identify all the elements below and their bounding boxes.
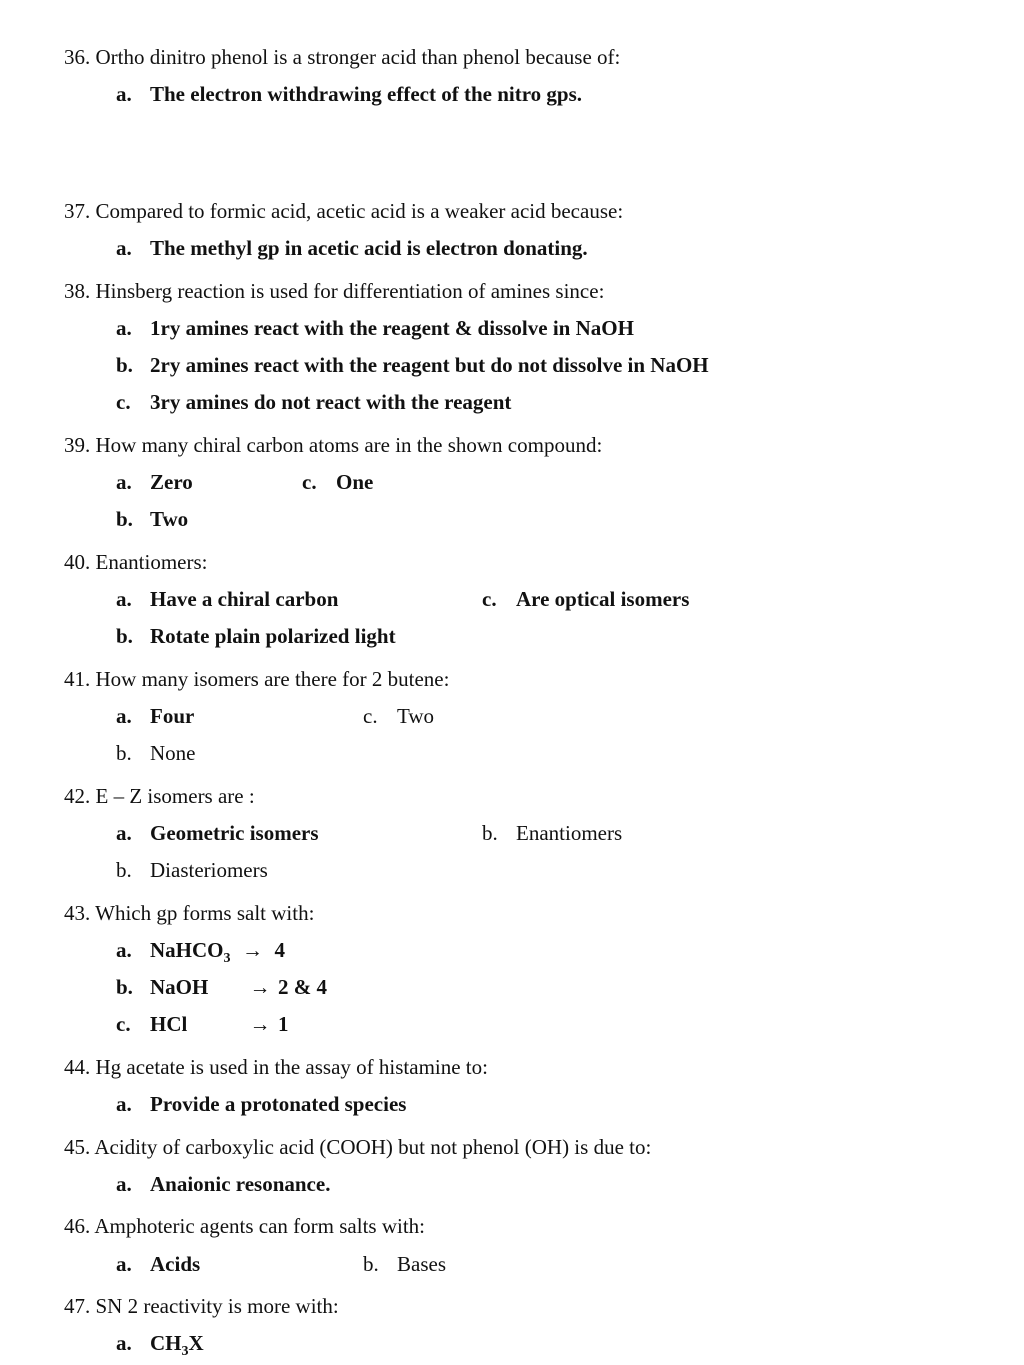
reagent-formula: HCl — [150, 1012, 188, 1036]
result: 4 — [274, 938, 285, 962]
option-text: Zero — [150, 470, 193, 494]
question-43: 43. Which gp forms salt with: — [64, 901, 315, 925]
option-letter: c. — [116, 390, 131, 414]
answer-39-c — [302, 470, 373, 494]
answer-42-b1 — [482, 821, 622, 845]
answer-38-c — [116, 390, 511, 414]
option-letter: b. — [116, 624, 133, 648]
option-text: The electron withdrawing effect of the nitro gps. — [150, 82, 582, 106]
option-letter: b. — [116, 975, 133, 999]
question-44: 44. Hg acetate is used in the assay of histamine to: — [64, 1055, 488, 1079]
answer-42-a — [116, 821, 319, 845]
question-41: 41. How many isomers are there for 2 butene: — [64, 667, 450, 691]
question-46: 46. Amphoteric agents can form salts with: — [64, 1214, 426, 1238]
option-text: Provide a protonated species — [150, 1092, 407, 1116]
question-36: 36. Ortho dinitro phenol is a stronger acid than phenol because of: — [64, 45, 621, 69]
question-39: 39. How many chiral carbon atoms are in the shown compound: — [64, 433, 603, 457]
result: 2 & 4 — [278, 975, 327, 999]
formula: $CH_3X$ — [150, 1331, 204, 1359]
option-letter: a. — [116, 587, 132, 611]
reagent-formula: NaOH — [150, 975, 209, 999]
option-letter: a. — [116, 82, 132, 106]
answer-43-c — [116, 1012, 289, 1036]
option-text: Enantiomers — [516, 821, 623, 845]
answer-45-a — [116, 1172, 330, 1196]
option-letter: a. — [116, 938, 132, 962]
question-42: 42. E – Z isomers are : — [64, 784, 255, 808]
option-letter: a. — [116, 1331, 132, 1355]
option-letter: a. — [116, 470, 132, 494]
option-text: Four — [150, 704, 195, 728]
answer-37-a — [116, 236, 588, 260]
option-text: 2ry amines react with the reagent but do not dissolve in NaOH — [150, 353, 709, 377]
option-letter: c. — [363, 704, 378, 728]
answer-36-a — [116, 82, 582, 106]
reagent-formula: NaHCO$_3$ — [150, 938, 231, 966]
option-letter: a. — [116, 1092, 132, 1116]
question-38: 38. Hinsberg reaction is used for differentiation of amines since: — [64, 279, 605, 303]
answer-40-c — [482, 587, 689, 611]
answer-46-a — [116, 1252, 200, 1276]
arrow-icon: → — [249, 1012, 271, 1036]
subscript: 3 — [223, 951, 231, 966]
answer-39-a — [116, 470, 193, 494]
answer-39-b — [116, 507, 188, 531]
option-letter: a. — [116, 821, 132, 845]
option-text: Two — [397, 704, 435, 728]
option-text: Have a chiral carbon — [150, 587, 339, 611]
answer-38-b — [116, 353, 709, 377]
answer-41-c — [363, 704, 434, 728]
question-37: 37. Compared to formic acid, acetic acid is a weaker acid because: — [64, 199, 624, 223]
option-letter: b. — [116, 741, 132, 765]
answer-43-b — [116, 975, 327, 999]
option-letter: c. — [302, 470, 317, 494]
question-40: 40. Enantiomers: — [64, 550, 208, 574]
option-text: Two — [150, 507, 189, 531]
option-letter: a. — [116, 1252, 132, 1276]
option-text: Are optical isomers — [516, 587, 690, 611]
option-letter: b. — [116, 858, 132, 882]
arrow-icon: → — [242, 938, 263, 962]
option-letter: b. — [363, 1252, 379, 1276]
option-text: 3ry amines do not react with the reagent — [150, 390, 512, 414]
option-text: Anaionic resonance. — [150, 1172, 331, 1196]
option-text: One — [336, 470, 374, 494]
option-letter: c. — [482, 587, 497, 611]
answer-41-b — [116, 741, 196, 765]
option-text: Geometric isomers — [150, 821, 319, 845]
option-letter: b. — [482, 821, 498, 845]
arrow-icon: → — [249, 975, 271, 999]
option-letter: a. — [116, 316, 132, 340]
answer-42-b2 — [116, 858, 268, 882]
answer-40-b — [116, 624, 396, 648]
answer-41-a — [116, 704, 194, 728]
option-letter: c. — [116, 1012, 131, 1036]
answer-38-a — [116, 316, 634, 340]
question-45: 45. Acidity of carboxylic acid (COOH) but not phenol (OH) is due to: — [64, 1135, 652, 1159]
option-letter: a. — [116, 704, 132, 728]
answer-46-b — [363, 1252, 446, 1276]
option-text: Bases — [397, 1252, 446, 1276]
answer-43-a — [116, 938, 285, 966]
option-letter: b. — [116, 507, 133, 531]
answer-40-a — [116, 587, 338, 611]
option-letter: a. — [116, 1172, 132, 1196]
option-letter: b. — [116, 353, 133, 377]
option-text: 1ry amines react with the reagent & dissolve in NaOH — [150, 316, 634, 340]
answer-44-a — [116, 1092, 406, 1116]
result: 1 — [278, 1012, 289, 1036]
subscript: 3 — [181, 1344, 189, 1359]
question-47: 47. SN 2 reactivity is more with: — [64, 1294, 339, 1318]
answer-47-a — [116, 1331, 204, 1359]
option-text: None — [150, 741, 196, 765]
option-text: The methyl gp in acetic acid is electron donating. — [150, 236, 588, 260]
option-text: Acids — [150, 1252, 201, 1276]
option-text: Diasteriomers — [150, 858, 268, 882]
option-letter: a. — [116, 236, 132, 260]
option-text: Rotate plain polarized light — [150, 624, 396, 648]
